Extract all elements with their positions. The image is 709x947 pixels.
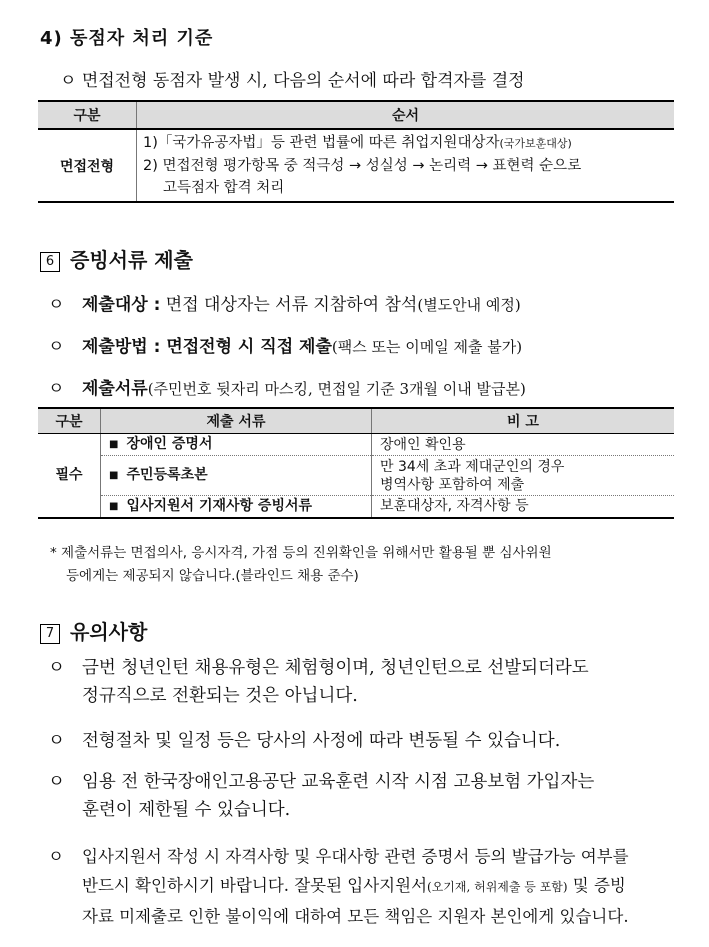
sec7-heading [40, 616, 147, 645]
docs-header-docs: 제출 서류 [101, 408, 372, 434]
sec7-number: 7 [40, 624, 60, 644]
sec6-bullet-target: ㅇ 제출대상 : 면접 대상자는 서류 지참하여 참석(별도안내 예정) [48, 295, 521, 315]
tie-bullet: ㅇ 면접전형 동점자 발생 시, 다음의 순서에 따라 합격자를 결정 [60, 71, 525, 91]
sec6-bullet-docs: ㅇ 제출서류(주민번호 뒷자리 마스킹, 면접일 기준 3개월 이내 발급본) [48, 379, 526, 399]
sec6-number: 6 [40, 252, 60, 272]
sec7-item-1: ㅇ 금번 청년인턴 채용유형은 체험형이며, 청년인턴으로 선발되더라도 정규직으로 전환되는 것은 아닙니다. [48, 658, 589, 706]
table-row [38, 496, 674, 518]
tie-item-2: 2) 면접전형 평가항목 중 적극성 → 성실성 → 논리력 → 표현력 순으로 [143, 158, 582, 174]
sec6-heading [40, 244, 193, 273]
docs-cell-remark: 만 34세 초과 제대군인의 경우 병역사항 포함하여 제출 [372, 456, 675, 496]
tie-heading: 4) 동점자 처리 기준 [40, 28, 214, 49]
docs-cell-doc: ■ 입사지원서 기재사항 증빙서류 [101, 496, 372, 518]
docs-cell-doc: ■ 주민등록초본 [101, 456, 372, 496]
docs-table [38, 407, 674, 519]
docs-note: * 제출서류는 면접의사, 응시자격, 가점 등의 진위확인을 위해서만 활용될 뿐 심사위원 등에게는 제공되지 않습니다.(블라인드 채용 준수) [50, 545, 552, 584]
sec7-item-2: ㅇ 전형절차 및 일정 등은 당사의 사정에 따라 변동될 수 있습니다. [48, 731, 561, 751]
docs-cell-remark: 장애인 확인용 [372, 434, 675, 456]
docs-header-remark: 비 고 [372, 408, 675, 434]
sec6-title: 증빙서류 제출 [70, 248, 193, 272]
tie-item-3: 고득점자 합격 처리 [163, 180, 285, 196]
sec6-bullet-method: ㅇ 제출방법 : 면접전형 시 직접 제출(팩스 또는 이메일 제출 불가) [48, 337, 523, 357]
table-row [38, 456, 674, 496]
docs-cell-remark: 보훈대상자, 자격사항 등 [372, 496, 675, 518]
tie-table-header-category: 구분 [38, 101, 137, 129]
tie-table-header-order: 순서 [137, 101, 675, 129]
tie-table [38, 100, 674, 203]
tie-table-list [137, 129, 675, 202]
tie-table-row-label: 면접전형 [38, 129, 137, 202]
docs-group-label: 필수 [38, 434, 101, 518]
tie-item-1: 1)「국가유공자법」등 관련 법률에 따른 취업지원대상자(국가보훈대상) [143, 135, 572, 151]
sec7-item-3: ㅇ 임용 전 한국장애인고용공단 교육훈련 시작 시점 고용보험 가입자는 훈련이 제한될 수 있습니다. [48, 772, 595, 820]
docs-header-category: 구분 [38, 408, 101, 434]
sec7-title: 유의사항 [70, 620, 148, 644]
sec7-item-4: ㅇ 입사지원서 작성 시 자격사항 및 우대사항 관련 증명서 등의 발급가능 여부를 반드시 확인하시기 바랍니다. 잘못된 입사지원서(오기재, 허위제출 등 포함) 및 증빙 자료 미제출로 인한 불이익에 대하여 모든 책임은 지원자 본인에게 있습니다. [48, 847, 629, 926]
table-row [38, 434, 674, 456]
docs-cell-doc: ■ 장애인 증명서 [101, 434, 372, 456]
